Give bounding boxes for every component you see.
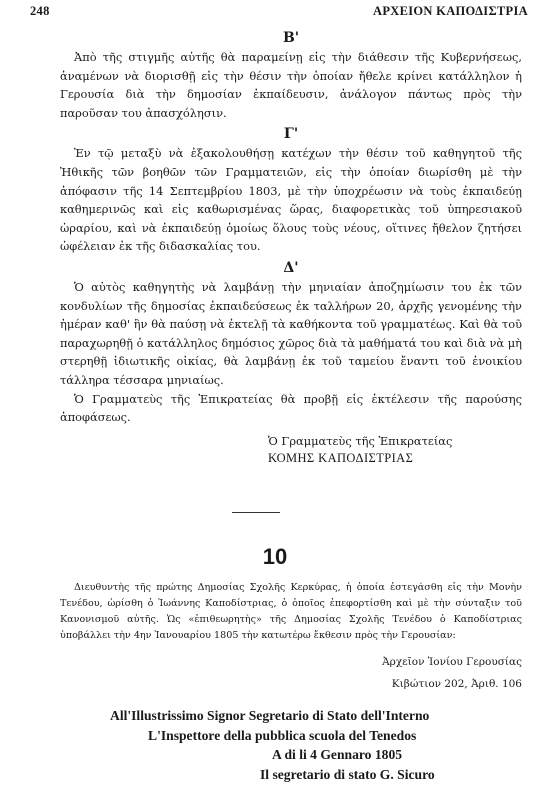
section-heading-b: Β' — [282, 30, 300, 46]
italian-line: A di li 4 Gennaro 1805 — [272, 747, 403, 763]
italian-line: Il segretario di stato G. Sicuro — [260, 766, 435, 782]
archive-source: Ἀρχεῖον Ἰονίου Γερουσίας — [382, 656, 522, 668]
italian-line: All'Illustrissimo Signor Segretario di Stato dell'Interno — [110, 708, 430, 723]
signature-block — [268, 433, 522, 467]
italian-line: L'Inspettore della pubblica scuola del Tenedos — [148, 727, 417, 743]
section-heading-g: Γ' — [283, 126, 299, 143]
document-intro: Διευθυντὴς τῆς πρώτης Δημοσίας Σχολῆς Κερκύρας, ἡ ὁποία ἐστεγάσθη εἰς τὴν Μονὴν Τενέδου, ὡρίσθη ὁ Ἰωάννης Καποδίστριας, ὁ ὁποῖος ἐπεφορτίσθη καὶ μὲ τὴν σύνταξιν τοῦ Κανονισμοῦ αὐτῆς. Ὡς «ἐπιθεωρητὴς» τῆς Δημοσίας Σχολῆς Τενέδου ὁ Καποδίστριας ὑποβάλλει τὴν 4ην Ἰανουαρίου 1805 τὴν κατωτέρω ἔκθεσιν πρὸς τὴν Γερουσίαν: — [60, 582, 522, 641]
section-heading-d: Δ' — [283, 259, 299, 276]
paragraph: Ἐν τῷ μεταξὺ νὰ ἐξακολουθήσῃ κατέχων τὴν θέσιν τοῦ καθηγητοῦ τῆς Ἠθικῆς τῶν βοηθῶν τῶν Γραμματειῶν, εἰς τὴν ὁποίαν διωρίσθη μὲ τὴν ἀπόφασιν τῆς 14 Σεπτεμβρίου 1803, μὲ τὴν ὑποχρέωσιν νὰ τοὺς ἐκπαιδεύῃ καθημερινῶς καὶ εἰς καθωρισμένας ὥρας, διαφορετικὰς τοῦ ὑπηρεσιακοῦ ὡραρίου, καὶ νὰ ἐκπαιδεύῃ ὁμοίως ὅλους τοὺς νέους, οἵτινες ἤθελον ζητήσει ὠφέλειαν ἐκ τῆς διδασκαλίας του. — [60, 146, 522, 254]
running-header — [30, 4, 528, 19]
paragraph: Ὁ αὐτὸς καθηγητὴς νὰ λαμβάνῃ τὴν μηνιαίαν ἀποζημίωσιν του ἐκ τῶν κονδυλίων τῆς δημοσίας ἐκπαιδεύσεως ἐκ ταλλήρων 20, ἀρχῆς γενομένης τὴν ἡμέραν καθ' ἣν θὰ παύσῃ νὰ ἐκτελῇ τὰ καθήκοντα τοῦ γραμματέως. Καὶ θὰ τοῦ παραχωρηθῇ ὁ κατάλληλος δημόσιος χῶρος διὰ τὰ μαθήματά του καὶ διὰ νὰ μὴ στερηθῇ ἰδιωτικῆς οἰκίας, θὰ λαμβάνῃ ἐκ τοῦ ταμείου ἔναντι τοῦ ἐνοικίου τάλληρα τέσσαρα μηνιαίως. — [60, 279, 522, 387]
page-number: 248 — [30, 4, 50, 18]
signature-title: Ὁ Γραμματεὺς τῆς Ἐπικρατείας — [268, 433, 453, 448]
italian-heading-block — [110, 706, 435, 784]
section-divider — [232, 512, 280, 513]
signature-name: ΚΟΜΗΣ ΚΑΠΟΔΙΣΤΡΙΑΣ — [268, 450, 414, 465]
running-title: ΑΡΧΕΙΟΝ ΚΑΠΟΔΙΣΤΡΙΑ — [373, 4, 528, 18]
archive-reference: Κιβώτιον 202, Ἀριθ. 106 — [391, 678, 522, 690]
main-text-column — [60, 27, 522, 467]
paragraph: Ἀπὸ τῆς στιγμῆς αὐτῆς θὰ παραμείνῃ εἰς τὴν διάθεσιν τῆς Κυβερνήσεως, ἀναμένων νὰ διορισθῇ εἰς τὴν θέσιν τὴν ὁποίαν ἤθελε κρίνει κατάλληλον ἡ Γερουσία διὰ τὴν δημοσίαν ἐκπαίδευσιν, ἀνάλογον πάντως πρὸς τὴν παροῦσαν του ἀπασχόλησιν. — [60, 50, 522, 120]
paragraph: Ὁ Γραμματεὺς τῆς Ἐπικρατείας θὰ προβῇ εἰς ἐκτέλεσιν τῆς παρούσης ἀποφάσεως. — [60, 391, 522, 425]
document-number: 10 — [262, 544, 288, 569]
